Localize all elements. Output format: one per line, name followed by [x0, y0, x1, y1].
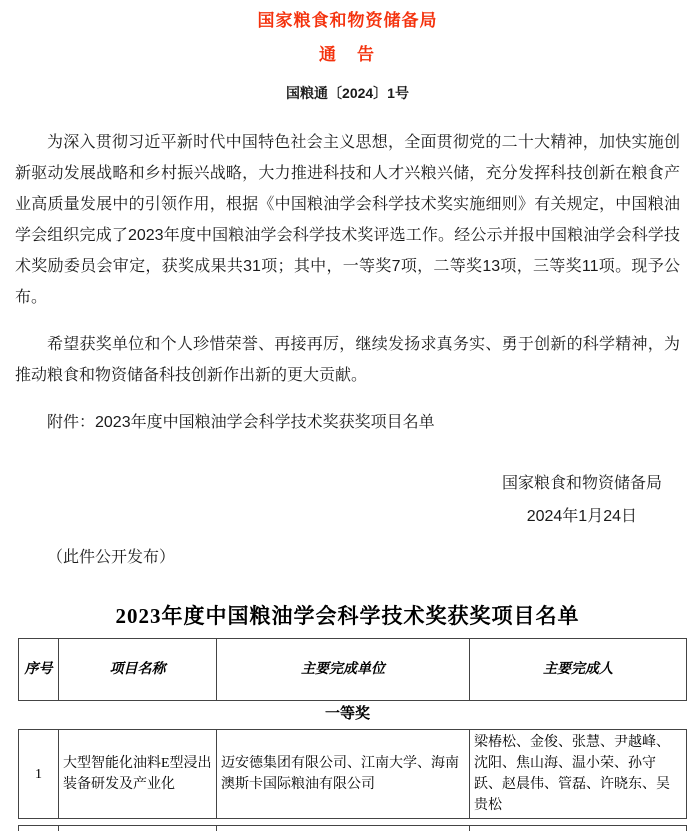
notice-header: [0, 0, 695, 102]
doc-type-title: 通 告: [319, 45, 376, 64]
attachment-reference-line: 附件：2023年度中国粮油学会科学技术奖获奖项目名单: [47, 414, 435, 431]
cell-project-name: 大型智能化油料E型浸出装备研发及产业化: [59, 730, 217, 819]
paragraph-hope: 希望获奖单位和个人珍惜荣誉、再接再厉，继续发扬求真务实、勇于创新的科学精神，为推动粮食和物资储备科技创新作出新的更大贡献。: [15, 336, 680, 384]
public-release-note: （此件公开发布）: [47, 549, 176, 566]
column-header-units: 主要完成单位: [217, 639, 470, 701]
paragraph-main: 为深入贯彻习近平新时代中国特色社会主义思想，全面贯彻党的二十大精神，加快实施创新驱动发展战略和乡村振兴战略，大力推进科技和人才兴粮兴储，充分发挥科技创新在粮食产业高质量发展中的引领作用，根据《中国粮油学会科学技术奖实施细则》有关规定，中国粮油学会组织完成了2023年度中国粮油学会科学技术奖评选工作。经公示并报中国粮油学会科学技术奖励委员会审定，获奖成果共31项；其中，一等奖7项，二等奖13项，三等奖11项。现予公布。: [15, 134, 680, 306]
notice-body: [0, 127, 695, 573]
award-section-label: 一等奖: [324, 706, 370, 722]
table-header-row: [19, 639, 687, 701]
doc-number: 国粮通〔2024〕1号: [286, 85, 409, 101]
award-table-body: [18, 729, 687, 819]
column-header-project: 项目名称: [59, 639, 217, 701]
table-row: [19, 730, 687, 819]
attachment-table-title: 2023年度中国粮油学会科学技术奖获奖项目名单: [115, 604, 580, 628]
award-table-header: [18, 638, 687, 701]
cell-row-number: 1: [19, 730, 59, 819]
award-table-next-row-partial: [18, 825, 687, 831]
org-title: 国家粮食和物资储备局: [257, 11, 438, 30]
column-header-people: 主要完成人: [470, 639, 687, 701]
cell-completing-people: 梁椿松、金俊、张慧、尹越峰、沈阳、焦山海、温小荣、孙守跃、赵晨伟、管磊、许晓东、吴贵松: [470, 730, 687, 819]
table-row: [19, 826, 687, 831]
column-header-no: 序号: [19, 639, 59, 701]
signature-org: 国家粮食和物资储备局: [501, 475, 662, 492]
cell-completing-units: 迈安德集团有限公司、江南大学、海南澳斯卡国际粮油有限公司: [217, 730, 470, 819]
signature-date: 2024年1月24日: [526, 508, 637, 525]
